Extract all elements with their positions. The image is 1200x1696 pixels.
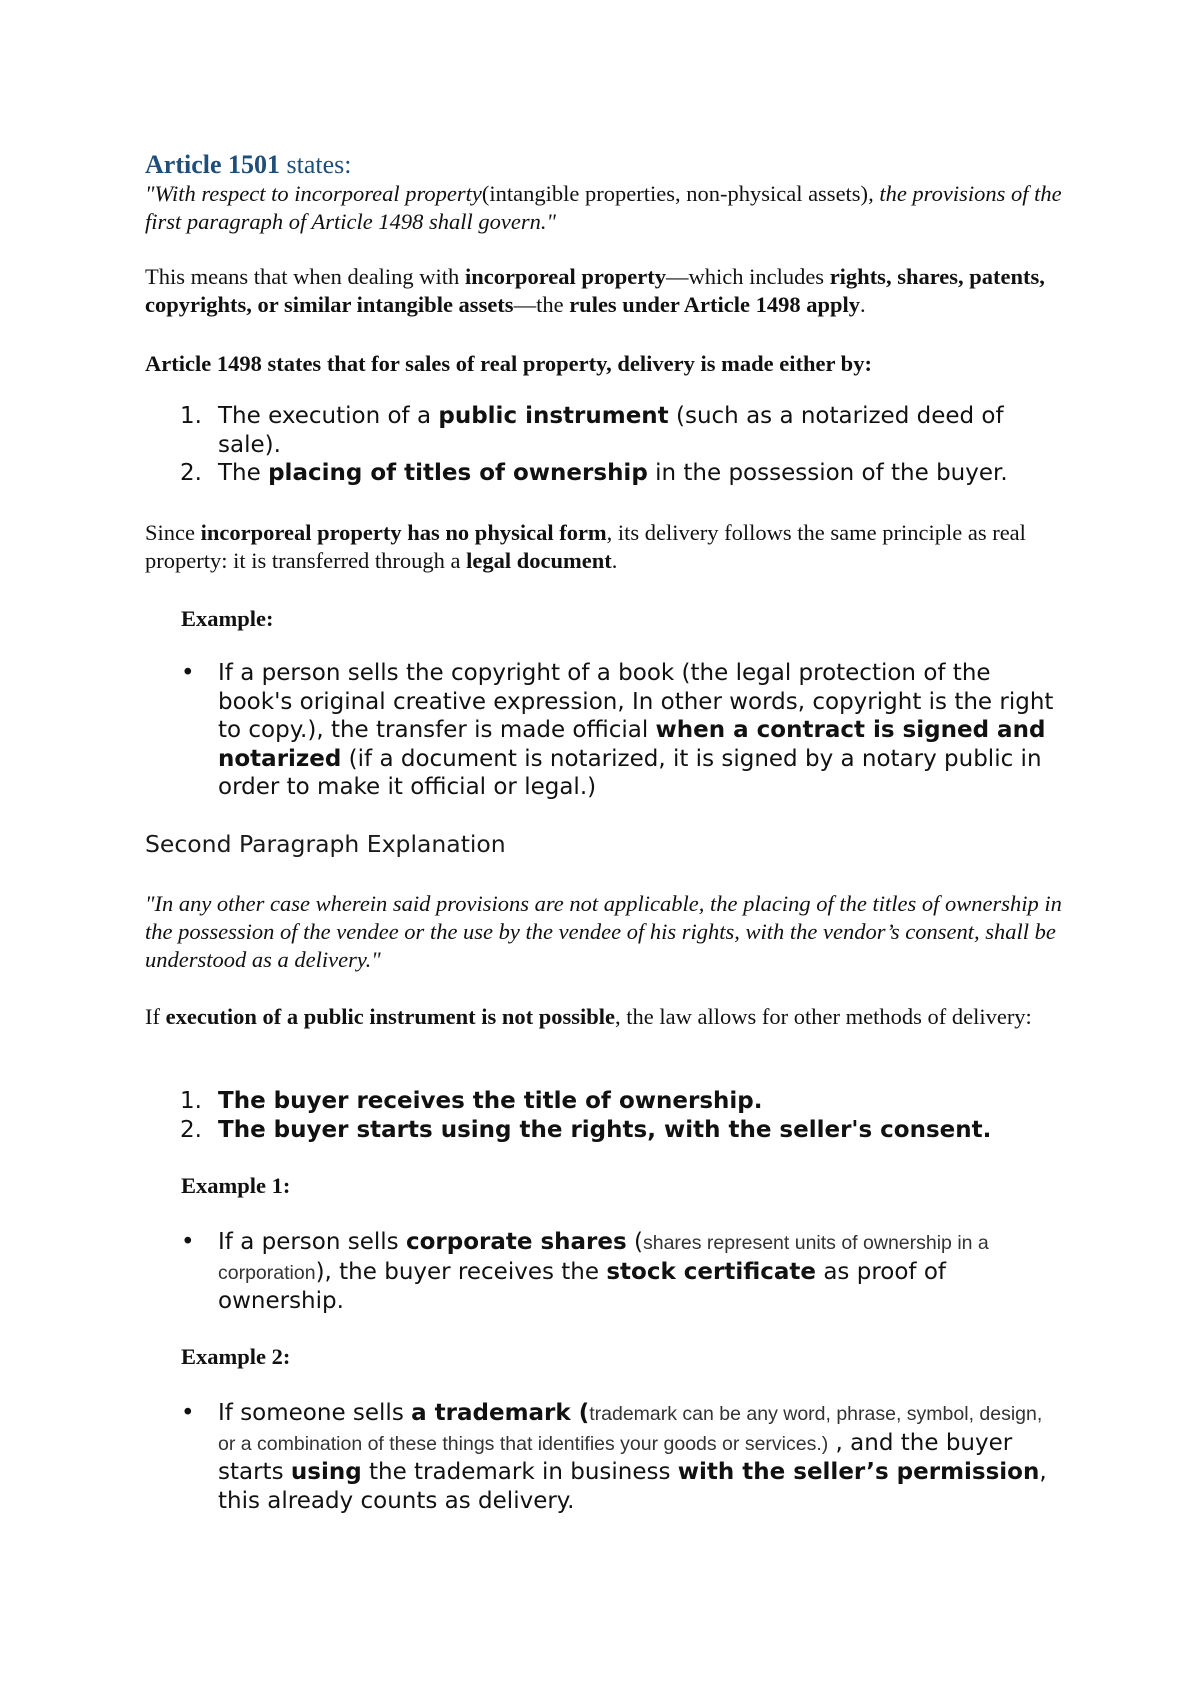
bullet-icon: • — [181, 1229, 195, 1255]
example-1-text-3: ), the buyer receives the — [315, 1258, 607, 1285]
example-2-text-3: the trademark in business — [361, 1459, 678, 1485]
example-2-bold-2: using — [290, 1459, 362, 1485]
example-1-bold-2: stock certificate — [606, 1258, 817, 1285]
list-text: The buyer receives the title of ownership. — [218, 1088, 763, 1114]
list-text: The buyer starts using the rights, with the seller's consent. — [218, 1116, 992, 1143]
example-1-text-2: ( — [626, 1229, 643, 1255]
if-execution-paragraph — [145, 1003, 1065, 1031]
meaning-bold-2: rights, shares, patents, copyrights, or similar intangible assets — [145, 264, 1045, 317]
other-methods-list — [144, 1087, 1064, 1144]
list-bold: public instrument — [438, 403, 669, 429]
list-item — [144, 459, 1064, 488]
list-number: 1. — [180, 403, 202, 429]
if-text-1: If — [145, 1004, 166, 1029]
article-1501-heading — [145, 150, 1065, 180]
if-text-2: , the law allows for other methods of delivery: — [615, 1004, 1032, 1029]
example-label: Example: — [181, 606, 274, 631]
list-text: (such as a notarized deed of sale). — [218, 403, 1004, 458]
example-1-bold-1: corporate shares — [405, 1229, 627, 1255]
bullet-icon: • — [181, 660, 195, 686]
since-text-2: , its delivery follows the same principle as real property: it is transferred through a — [145, 520, 1026, 573]
delivery-methods-list — [144, 402, 1064, 488]
example-1-small-note: shares represent units of ownership in a corporation — [218, 1232, 989, 1284]
quote-plain-part: (intangible properties, non-physical assets) — [481, 181, 869, 206]
since-text-1: Since — [145, 520, 201, 545]
list-number: 2. — [180, 1116, 202, 1143]
example-list — [144, 659, 1064, 802]
since-bold-1: incorporeal property has no physical form — [200, 520, 607, 545]
list-text: The execution of a — [218, 403, 439, 429]
meaning-text-4: . — [860, 292, 866, 317]
list-item — [144, 1087, 1064, 1116]
second-paragraph-heading: Second Paragraph Explanation — [145, 830, 506, 858]
meaning-bold-3: rules under Article 1498 apply — [569, 292, 861, 317]
example-1-label: Example 1: — [181, 1173, 291, 1198]
example-2-small-note: trademark can be any word, phrase, symbol, design, or a combination of these things that identifies your goods or services.) — [218, 1403, 1043, 1455]
example-2-text-2: , and the buyer starts — [218, 1429, 1013, 1485]
bullet-icon: • — [181, 1400, 195, 1426]
list-text: The — [218, 460, 269, 486]
example-1-list — [144, 1228, 1064, 1316]
meaning-text-2: —which includes — [665, 264, 830, 289]
meaning-text-1: This means that when dealing with — [145, 264, 465, 289]
article-1498-statement: Article 1498 states that for sales of real property, delivery is made either by: — [145, 351, 872, 376]
article-1501-quote — [145, 180, 1065, 236]
list-number: 1. — [180, 1088, 202, 1114]
quote-italic-part-2: , the provisions of the first paragraph of Article 1498 shall govern." — [145, 181, 1062, 234]
meaning-bold-1: incorporeal property — [464, 264, 666, 289]
example-2-bold-1: a trademark ( — [411, 1400, 590, 1426]
meaning-text-3: —the — [513, 292, 570, 317]
since-text-3: . — [611, 548, 618, 573]
list-text: in the possession of the buyer. — [647, 460, 1008, 486]
example-2-list — [144, 1399, 1064, 1515]
example-text-2: (if a document is notarized, it is signed by a notary public in order to make it official or legal.) — [218, 745, 1042, 800]
list-bold: placing of titles of ownership — [268, 460, 648, 486]
list-item — [144, 659, 1064, 802]
if-bold: execution of a public instrument is not possible — [165, 1004, 616, 1029]
example-text-1: If a person sells the copyright of a book (the legal protection of the book's original creative expression, In other words, copyright is the right to copy.), the transfer is made official — [218, 660, 1054, 743]
article-1501-title-bold: Article 1501 — [145, 150, 281, 179]
quote-italic-part-1: "With respect to incorporeal property — [145, 181, 482, 206]
example-2-label: Example 2: — [181, 1344, 291, 1369]
example-1-text-1: If a person sells — [218, 1229, 406, 1255]
list-item — [144, 1116, 1064, 1145]
list-item — [144, 1399, 1064, 1515]
since-bold-2: legal document — [466, 548, 612, 573]
example-2-text-1: If someone sells — [218, 1400, 412, 1426]
list-number: 2. — [180, 460, 202, 486]
example-2-text-4: , this already counts as delivery. — [218, 1459, 1047, 1514]
article-1501-title-rest: states: — [280, 150, 352, 179]
list-item — [144, 1228, 1064, 1316]
example-1-text-4: as proof of ownership. — [218, 1258, 946, 1314]
list-item — [144, 402, 1064, 459]
meaning-paragraph — [145, 263, 1065, 319]
since-paragraph — [145, 519, 1065, 575]
second-paragraph-quote: "In any other case wherein said provisions are not applicable, the placing of the titles of ownership in the possession of the vendee or the use by the vendee of his rights, with the vendor’s consent, shall be understood as a delivery." — [145, 891, 1062, 972]
example-2-bold-3: with the seller’s permission — [677, 1459, 1040, 1485]
example-bold: when a contract is signed and notarized — [218, 717, 1046, 772]
